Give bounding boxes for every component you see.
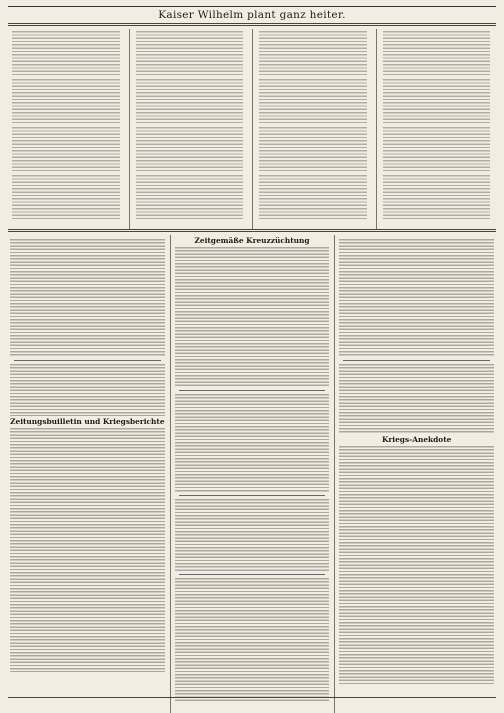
poem-stanza xyxy=(12,31,120,77)
article-body xyxy=(10,428,165,672)
section-rule xyxy=(8,229,496,232)
poem-stanza xyxy=(383,127,491,173)
poem-stanza xyxy=(12,127,120,173)
poem-stanza xyxy=(12,79,120,125)
article-body xyxy=(339,364,494,434)
column-2-headline: Zeitgemäße Kreuzzüchtung xyxy=(194,237,310,245)
war-reports-headline: Zeitungsbuilletin und Kriegsberichte xyxy=(10,418,165,426)
poem-stanza xyxy=(12,175,120,221)
article-separator xyxy=(343,360,490,361)
article-body xyxy=(175,578,330,702)
news-column-2 xyxy=(173,235,332,713)
poem-stanza xyxy=(259,31,367,77)
news-column-1 xyxy=(8,235,167,713)
poem-column-4 xyxy=(379,29,497,229)
article-body xyxy=(175,394,330,492)
article-body xyxy=(10,239,165,357)
poem-stanza xyxy=(383,31,491,77)
article-body xyxy=(175,247,330,387)
poem-stanza xyxy=(136,127,244,173)
poem-stanza xyxy=(383,79,491,125)
article-separator xyxy=(14,360,161,361)
article-body xyxy=(175,499,330,571)
footer-rule xyxy=(8,697,496,698)
article-body xyxy=(339,446,494,684)
article-separator xyxy=(179,495,326,496)
poem-stanza xyxy=(136,175,244,221)
page-title: Kaiser Wilhelm plant ganz heiter. xyxy=(158,9,346,21)
poem-stanza xyxy=(259,175,367,221)
article-body xyxy=(339,239,494,357)
article-body xyxy=(10,364,165,416)
poem-stanza xyxy=(259,127,367,173)
poem-column-2 xyxy=(132,29,250,229)
poem-stanza xyxy=(259,79,367,125)
poem-stanza xyxy=(383,175,491,221)
title-rule xyxy=(8,23,496,26)
top-rule xyxy=(8,6,496,7)
page-footer xyxy=(8,697,496,707)
poem-column-3 xyxy=(255,29,373,229)
news-column-3 xyxy=(337,235,496,713)
poem-section xyxy=(8,29,496,229)
article-separator xyxy=(179,390,326,391)
news-section xyxy=(8,235,496,713)
article-separator xyxy=(179,574,326,575)
anecdote-headline: Kriegs-Anekdote xyxy=(381,436,452,444)
poem-stanza xyxy=(136,79,244,125)
poem-stanza xyxy=(136,31,244,77)
poem-column-1 xyxy=(8,29,126,229)
